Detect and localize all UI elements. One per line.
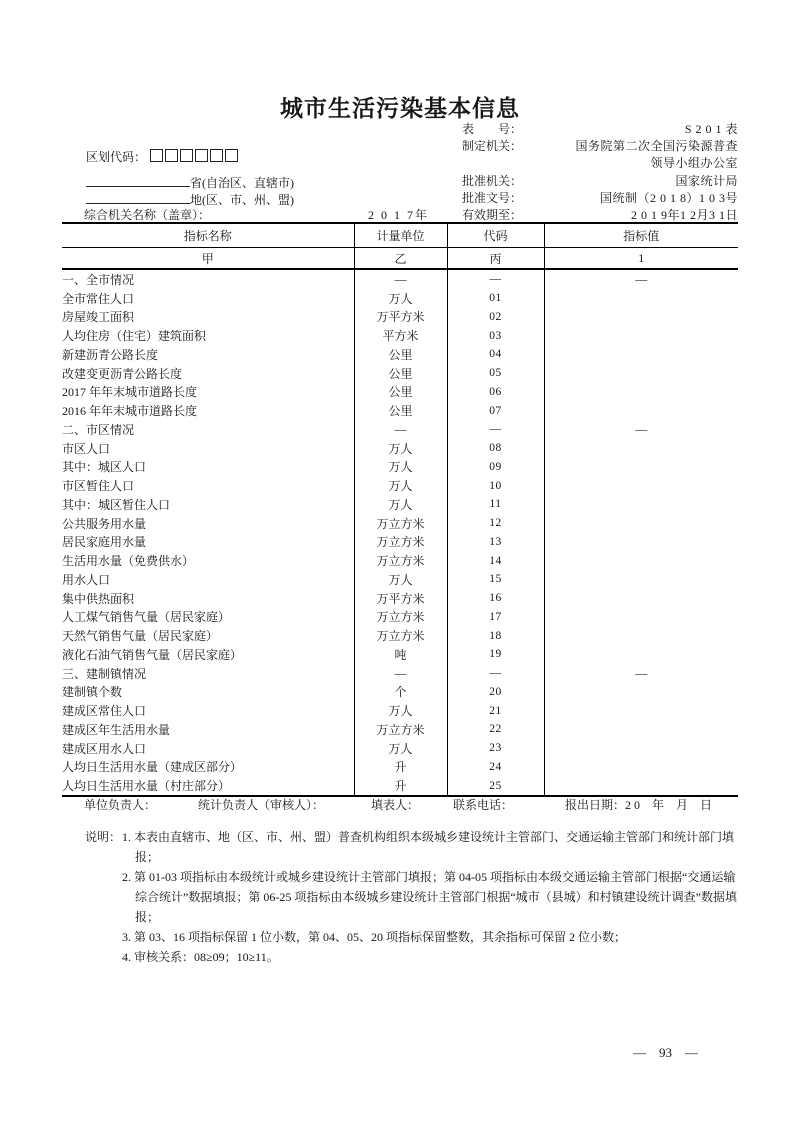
code-cell: — — [447, 269, 544, 289]
unit-cell: 万立方米 — [354, 533, 447, 552]
meta-row — [462, 154, 738, 171]
meta-row — [462, 120, 738, 137]
unit-cell: 万人 — [354, 439, 447, 458]
value-cell — [544, 551, 738, 570]
table-row — [62, 269, 738, 289]
table-row — [62, 401, 738, 420]
meta-value: 2 0 1 9年1 2月3 1日 — [630, 207, 738, 222]
report-date-label: 报出日期：2 0 年 月 日 — [565, 798, 713, 812]
unit-cell: 个 — [354, 683, 447, 702]
subheader-1: 1 — [544, 248, 738, 270]
code-cell: 11 — [447, 495, 544, 514]
code-cell: 01 — [447, 289, 544, 308]
meta-value: S 2 0 1 表 — [684, 122, 738, 136]
value-cell — [544, 326, 738, 345]
meta-value: 国务院第二次全国污染源普查 — [575, 139, 738, 154]
table-row — [62, 720, 738, 739]
region-code-line — [86, 148, 240, 165]
table-row — [62, 664, 738, 683]
unit-cell: 万人 — [354, 739, 447, 758]
province-suffix: 省(自治区、直辖市) — [190, 176, 294, 190]
indicator-name-cell: 市区暂住人口 — [62, 476, 354, 495]
unit-cell: 万人 — [354, 570, 447, 589]
unit-cell: 升 — [354, 776, 447, 796]
unit-cell: 万立方米 — [354, 626, 447, 645]
form-filler-label: 填表人： — [371, 798, 420, 812]
code-cell: 16 — [447, 589, 544, 608]
code-cell: 22 — [447, 720, 544, 739]
note-item: 3. 第 03、16 项指标保留 1 位小数，第 04、05、20 项指标保留整数，其余指标可保留 2 位小数； — [122, 930, 627, 944]
code-box — [195, 149, 208, 162]
code-cell: 06 — [447, 383, 544, 402]
value-cell — [544, 776, 738, 796]
page-title: 城市生活污染基本信息 — [280, 96, 520, 121]
code-box — [225, 149, 238, 162]
page-number-left-dash: — — [633, 1045, 646, 1060]
unit-cell: 万立方米 — [354, 720, 447, 739]
header-indicator-name: 指标名称 — [62, 223, 354, 248]
table-row — [62, 626, 738, 645]
note-item: 2. 第 01-03 项指标由本级统计或城乡建设统计主管部门填报；第 04-05 项指标由本级交通运输主管部门根据“交通运输综合统计”数据填报；第 06-25 项指标由本级城乡建设统计主管部门根据“城市（县城）和村镇建设统计调查”数据填报； — [122, 870, 737, 924]
table-row — [62, 383, 738, 402]
code-cell: 07 — [447, 401, 544, 420]
indicator-name-cell: 人均日生活用水量（建成区部分） — [62, 758, 354, 777]
code-box — [210, 149, 223, 162]
stats-head-label: 统计负责人（审核人）： — [198, 798, 325, 812]
code-box — [165, 149, 178, 162]
table-row — [62, 551, 738, 570]
value-cell — [544, 383, 738, 402]
value-cell — [544, 645, 738, 664]
meta-value: 国家统计局 — [675, 173, 738, 188]
table-row — [62, 458, 738, 477]
code-cell: 23 — [447, 739, 544, 758]
value-cell — [544, 608, 738, 627]
page-number — [633, 1045, 698, 1061]
code-box — [150, 149, 163, 162]
table-row — [62, 345, 738, 364]
unit-cell: — — [354, 420, 447, 439]
table-row — [62, 364, 738, 383]
meta-label — [462, 154, 528, 171]
agency-line — [84, 206, 210, 223]
value-cell — [544, 289, 738, 308]
code-cell: 12 — [447, 514, 544, 533]
value-cell — [544, 626, 738, 645]
table-row — [62, 739, 738, 758]
code-cell: 04 — [447, 345, 544, 364]
indicator-name-cell: 房屋竣工面积 — [62, 308, 354, 327]
indicator-name-cell: 二、市区情况 — [62, 420, 354, 439]
table-row — [62, 476, 738, 495]
code-cell: 03 — [447, 326, 544, 345]
unit-cell: 升 — [354, 758, 447, 777]
subheader-jia: 甲 — [62, 248, 354, 270]
indicator-name-cell: 改建变更沥青公路长度 — [62, 364, 354, 383]
value-cell — [544, 570, 738, 589]
table-row — [62, 608, 738, 627]
value-cell — [544, 308, 738, 327]
meta-row — [462, 137, 738, 154]
prefecture-suffix: 地(区、市、州、盟) — [190, 193, 294, 207]
table-body — [62, 269, 738, 796]
indicator-name-cell: 建制镇个数 — [62, 683, 354, 702]
unit-cell: — — [354, 664, 447, 683]
page-number-right-dash: — — [685, 1045, 698, 1060]
table-row — [62, 758, 738, 777]
table-row — [62, 439, 738, 458]
unit-cell: — — [354, 269, 447, 289]
table-row — [62, 514, 738, 533]
unit-cell: 万平方米 — [354, 589, 447, 608]
table-row — [62, 495, 738, 514]
indicator-name-cell: 人均日生活用水量（村庄部分） — [62, 776, 354, 796]
unit-cell: 万立方米 — [354, 551, 447, 570]
unit-cell: 公里 — [354, 364, 447, 383]
value-cell — [544, 589, 738, 608]
meta-row — [462, 172, 738, 189]
indicator-name-cell: 其中：城区暂住人口 — [62, 495, 354, 514]
meta-value: 领导小组办公室 — [650, 156, 738, 171]
region-code-boxes — [150, 150, 240, 164]
meta-row — [462, 189, 738, 206]
value-cell: — — [635, 665, 648, 680]
indicator-name-cell: 建成区常住人口 — [62, 701, 354, 720]
unit-cell: 万人 — [354, 476, 447, 495]
table-row — [62, 683, 738, 702]
code-cell: 14 — [447, 551, 544, 570]
meta-label: 批准文号： — [462, 190, 523, 205]
unit-cell: 万立方米 — [354, 514, 447, 533]
meta-label: 批准机关： — [462, 173, 523, 188]
value-cell — [544, 758, 738, 777]
report-year: 2 0 1 7年 — [368, 208, 430, 222]
code-cell: 13 — [447, 533, 544, 552]
indicator-name-cell: 人均住房（住宅）建筑面积 — [62, 326, 354, 345]
code-cell: 19 — [447, 645, 544, 664]
header-value: 指标值 — [544, 223, 738, 248]
table-row — [62, 326, 738, 345]
table-row — [62, 701, 738, 720]
agency-label: 综合机关名称（盖章）： — [84, 208, 211, 222]
code-cell: 08 — [447, 439, 544, 458]
indicator-table — [62, 222, 738, 797]
indicator-name-cell: 2017 年年末城市道路长度 — [62, 383, 354, 402]
value-cell — [544, 476, 738, 495]
meta-label: 表 号： — [462, 122, 523, 136]
unit-cell: 公里 — [354, 401, 447, 420]
meta-right — [462, 120, 738, 223]
notes-list — [122, 827, 738, 967]
table-row — [62, 645, 738, 664]
province-line — [86, 173, 294, 191]
code-cell: 25 — [447, 776, 544, 796]
value-cell — [544, 683, 738, 702]
indicator-name-cell: 市区人口 — [62, 439, 354, 458]
header-unit: 计量单位 — [354, 223, 447, 248]
notes-label: 说明： — [85, 830, 122, 844]
code-cell: 21 — [447, 701, 544, 720]
note-item: 4. 审核关系：08≥09；10≥11。 — [122, 950, 279, 964]
indicator-name-cell: 2016 年年末城市道路长度 — [62, 401, 354, 420]
table-row — [62, 570, 738, 589]
table-row — [62, 289, 738, 308]
unit-cell: 平方米 — [354, 326, 447, 345]
code-cell: 24 — [447, 758, 544, 777]
table-row — [62, 420, 738, 439]
code-cell: 05 — [447, 364, 544, 383]
code-cell: 02 — [447, 308, 544, 327]
indicator-name-cell: 集中供热面积 — [62, 589, 354, 608]
unit-cell: 万人 — [354, 289, 447, 308]
unit-cell: 吨 — [354, 645, 447, 664]
indicator-name-cell: 建成区年生活用水量 — [62, 720, 354, 739]
code-cell: — — [447, 664, 544, 683]
indicator-name-cell: 新建沥青公路长度 — [62, 345, 354, 364]
indicator-name-cell: 一、全市情况 — [62, 269, 354, 289]
table-row — [62, 533, 738, 552]
notes-section — [85, 827, 740, 967]
value-cell — [544, 439, 738, 458]
indicator-name-cell: 液化石油气销售气量（居民家庭） — [62, 645, 354, 664]
table-header-row — [62, 223, 738, 248]
code-cell: 20 — [447, 683, 544, 702]
indicator-name-cell: 生活用水量（免费供水） — [62, 551, 354, 570]
unit-cell: 公里 — [354, 345, 447, 364]
table-subheader-row — [62, 248, 738, 270]
unit-cell: 万人 — [354, 495, 447, 514]
phone-label: 联系电话： — [453, 798, 514, 812]
region-code-label: 区划代码： — [86, 150, 147, 164]
indicator-name-cell: 人工煤气销售气量（居民家庭） — [62, 608, 354, 627]
header-code: 代码 — [447, 223, 544, 248]
unit-cell: 万人 — [354, 458, 447, 477]
indicator-name-cell: 其中：城区人口 — [62, 458, 354, 477]
unit-cell: 万平方米 — [354, 308, 447, 327]
indicator-name-cell: 天然气销售气量（居民家庭） — [62, 626, 354, 645]
code-cell: 18 — [447, 626, 544, 645]
value-cell — [544, 364, 738, 383]
indicator-name-cell: 用水人口 — [62, 570, 354, 589]
unit-cell: 万人 — [354, 701, 447, 720]
code-cell: 09 — [447, 458, 544, 477]
subheader-yi: 乙 — [354, 248, 447, 270]
prefecture-blank-underline — [86, 190, 190, 204]
value-cell — [544, 345, 738, 364]
value-cell — [544, 533, 738, 552]
value-cell — [544, 701, 738, 720]
province-blank-underline — [86, 173, 190, 187]
unit-head-label: 单位负责人： — [84, 798, 157, 812]
page-number-value: 93 — [659, 1045, 672, 1060]
value-cell — [544, 739, 738, 758]
value-cell — [544, 514, 738, 533]
meta-label: 有效期至： — [462, 207, 523, 222]
indicator-name-cell: 居民家庭用水量 — [62, 533, 354, 552]
subheader-bing: 丙 — [447, 248, 544, 270]
code-cell: — — [447, 420, 544, 439]
value-cell — [544, 458, 738, 477]
indicator-name-cell: 建成区用水人口 — [62, 739, 354, 758]
meta-label: 制定机关： — [462, 139, 523, 154]
code-cell: 17 — [447, 608, 544, 627]
table-row — [62, 308, 738, 327]
meta-value: 国统制（2 0 1 8）1 0 3号 — [599, 190, 738, 205]
value-cell — [544, 401, 738, 420]
indicator-name-cell: 三、建制镇情况 — [62, 664, 354, 683]
value-cell: — — [635, 421, 648, 436]
unit-cell: 公里 — [354, 383, 447, 402]
code-box — [180, 149, 193, 162]
indicator-name-cell: 公共服务用水量 — [62, 514, 354, 533]
unit-cell: 万立方米 — [354, 608, 447, 627]
value-cell — [544, 720, 738, 739]
value-cell — [544, 495, 738, 514]
meta-row — [462, 206, 738, 223]
note-item: 1. 本表由直辖市、地（区、市、州、盟）普查机构组织本级城乡建设统计主管部门、交通运输主管部门和统计部门填报； — [122, 830, 735, 864]
value-cell: — — [635, 271, 648, 286]
indicator-name-cell: 全市常住人口 — [62, 289, 354, 308]
code-cell: 10 — [447, 476, 544, 495]
code-cell: 15 — [447, 570, 544, 589]
table-row — [62, 776, 738, 796]
table-row — [62, 589, 738, 608]
